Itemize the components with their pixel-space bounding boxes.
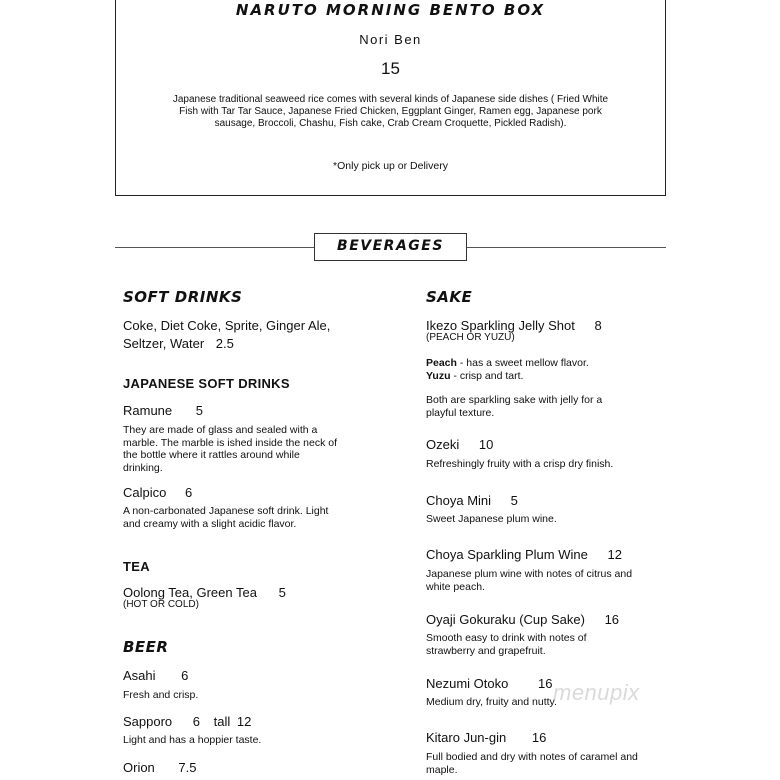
bento-description: Japanese traditional seaweed rice comes with several kinds of Japanese side dishes ( Fried White Fish with Tar Tar Sauce, Japanese Fried Chicken, Eggplant Ginger, Ramen egg, Japanese pork sausage, Broccoli, Chashu, Fish cake, Crab Cream Croquette, Pickled Radish). — [172, 94, 609, 129]
bento-title: NARUTO MORNING BENTO BOX — [235, 1, 546, 19]
item-price: 7.5 — [178, 760, 197, 775]
item-extra-price: 12 — [236, 714, 252, 729]
bento-note: *Only pick up or Delivery — [333, 160, 448, 172]
item-price: 5 — [195, 403, 203, 418]
tea-note: (HOT OR COLD) — [123, 599, 199, 610]
bento-price: 15 — [381, 59, 400, 78]
oyaji-item — [426, 612, 619, 627]
kitaro-item — [426, 730, 546, 745]
ikezo-yuzu — [426, 370, 523, 383]
peach-label: Peach — [426, 357, 457, 369]
nezumi-description: Medium dry, fruity and nutty. — [426, 696, 557, 708]
item-name: Nezumi Otoko — [426, 676, 509, 691]
tea-heading: TEA — [123, 559, 150, 574]
choya-mini-description: Sweet Japanese plum wine. — [426, 513, 557, 525]
item-price: 6 — [192, 714, 201, 729]
beverages-heading: BEVERAGES — [314, 233, 467, 261]
soft-drinks-heading: SOFT DRINKS — [123, 288, 243, 306]
choya-sparkling-item — [426, 547, 622, 562]
item-name: Sapporo — [123, 714, 173, 729]
item-name: Ozeki — [426, 437, 460, 452]
nezumi-item — [426, 676, 552, 691]
item-price: 5 — [510, 493, 518, 508]
orion-item — [123, 760, 197, 775]
bento-subtitle: Nori Ben — [359, 32, 422, 47]
choya-mini-item — [426, 493, 518, 508]
yuzu-desc: - crisp and tart. — [450, 370, 524, 382]
choya-sparkling-description: Japanese plum wine with notes of citrus and white peach. — [426, 568, 633, 593]
ikezo-peach — [426, 357, 589, 370]
kitaro-description: Full bodied and dry with notes of caramel and maple. — [426, 751, 638, 776]
item-price: 6 — [184, 485, 193, 500]
soft-drinks-line1: Coke, Diet Coke, Sprite, Ginger Ale, — [123, 318, 331, 333]
ozeki-item — [426, 437, 493, 452]
item-price: 10 — [478, 437, 494, 452]
item-name: Oyaji Gokuraku (Cup Sake) — [426, 612, 585, 627]
sapporo-item — [123, 714, 251, 729]
peach-desc: - has a sweet mellow flavor. — [456, 357, 589, 369]
item-name: Oolong Tea, Green Tea — [123, 585, 257, 600]
calpico-description: A non-carbonated Japanese soft drink. Light and creamy with a slight acidic flavor. — [123, 505, 329, 530]
ikezo-item — [426, 318, 602, 333]
item-price: 8 — [594, 318, 602, 333]
item-extra: tall — [213, 714, 231, 729]
beer-heading: BEER — [123, 638, 169, 656]
asahi-description: Fresh and crisp. — [123, 689, 199, 701]
sapporo-description: Light and has a hoppier taste. — [123, 734, 262, 746]
item-name: Choya Mini — [426, 493, 492, 508]
ramune-item — [123, 403, 203, 418]
ikezo-both: Both are sparkling sake with jelly for a playful texture. — [426, 394, 603, 419]
item-price: 12 — [607, 547, 622, 562]
ramune-description: They are made of glass and sealed with a marble. The marble is ished inside the neck of the bottle where it rattles around while drinking. — [123, 424, 337, 474]
item-name: Choya Sparkling Plum Wine — [426, 547, 588, 562]
calpico-item — [123, 485, 192, 500]
soft-drinks-line2 — [123, 336, 234, 351]
oyaji-description: Smooth easy to drink with notes of strawberry and grapefruit. — [426, 632, 587, 657]
yuzu-label: Yuzu — [426, 370, 451, 382]
item-name: Asahi — [123, 668, 156, 683]
divider-left — [115, 247, 315, 248]
item-name: Kitaro Jun-gin — [426, 730, 507, 745]
divider-right — [466, 247, 666, 248]
soft-drinks-line2-text: Seltzer, Water — [123, 336, 205, 351]
item-name: Calpico — [123, 485, 167, 500]
item-price: 6 — [181, 668, 189, 683]
ozeki-description: Refreshingly fruity with a crisp dry finish. — [426, 458, 614, 470]
item-name: Ikezo Sparkling Jelly Shot — [426, 318, 575, 333]
item-price: 16 — [604, 612, 620, 627]
soft-drinks-price: 2.5 — [215, 336, 234, 351]
item-name: Ramune — [123, 403, 173, 418]
ikezo-note: (PEACH OR YUZU) — [426, 332, 515, 343]
watermark: menupix — [553, 680, 640, 705]
item-price: 5 — [278, 585, 286, 600]
tea-item — [123, 585, 286, 600]
item-price: 16 — [531, 730, 547, 745]
asahi-item — [123, 668, 188, 683]
item-price: 16 — [538, 676, 553, 691]
japanese-soft-drinks-heading: JAPANESE SOFT DRINKS — [123, 376, 290, 391]
item-name: Orion — [123, 760, 155, 775]
sake-heading: SAKE — [426, 288, 473, 306]
